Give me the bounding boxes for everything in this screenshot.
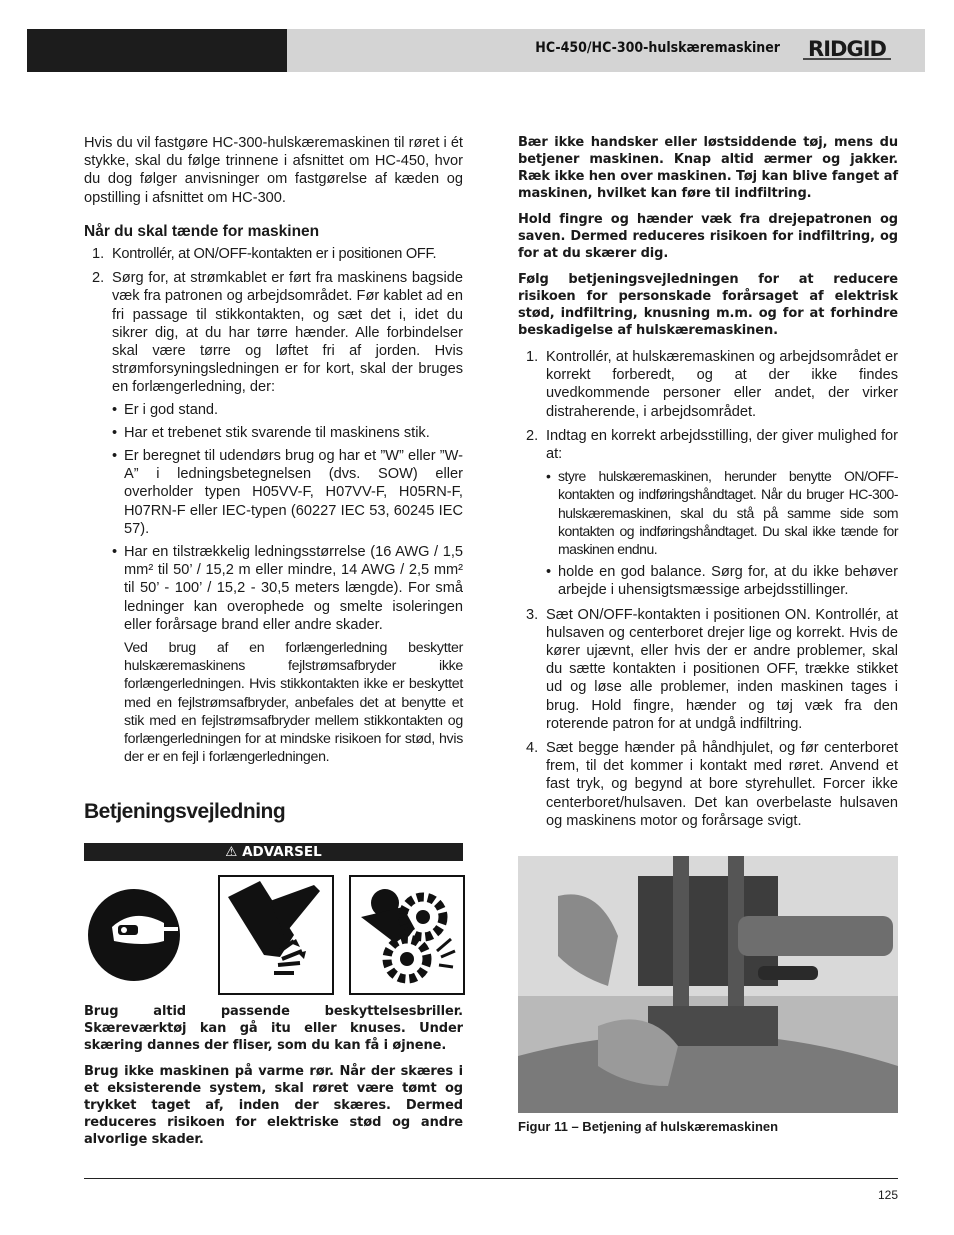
list-item: 4. Sæt begge hænder på håndhjulet, og før centerboret frem, til det kommer i kontakt med røret. Anvend et fast tryk, og begynd at bore styrehullet. Forcer ikke centerboret/hulsaven. Det kan overbelaste hulsaven og maskinens motor og forårsage svigt. <box>526 740 898 829</box>
extension-cord-requirements <box>112 401 463 767</box>
operation-steps <box>518 348 898 830</box>
right-column <box>518 134 898 836</box>
gfci-note: Ved brug af en forlængerledning beskytter hulskæremaskinens fejlstrømsafbryder ikke forlængerledningen. Hvis stikkontakten ikke er beskyttet med en fejlstrømsafbryder, anbefales det at benytte et stik med en fejlstrømsafbryder mellem stikkontakten og forlængerledningen for at mindske risikoen for stød, hvis der er en fejl i forlængerledningen. <box>124 640 463 766</box>
startup-steps <box>84 245 463 766</box>
figure-caption: Figur 11 – Betjening af hulskæremaskinen <box>518 1119 779 1134</box>
bullet-item: • holde en god balance. Sørg for, at du ikke behøver arbejde i uhensigtsmæssige arbejdsstillinger. <box>546 563 898 599</box>
safety-icons <box>84 875 463 993</box>
header-black-bar <box>27 29 287 72</box>
warning-text: Hold fingre og hænder væk fra drejepatronen og saven. Dermed reduceres risikoen for indfiltring, og for at du skærer dig. <box>518 212 898 261</box>
ridgid-logo <box>795 34 899 62</box>
footer-rule <box>84 1178 898 1179</box>
header-title: HC-450/HC-300-hulskæremaskiner <box>535 40 780 56</box>
warning-text: Bær ikke handsker eller løstsiddende tøj, mens du betjener maskinen. Knap altid ærmer og jakker. Ræk ikke hen over maskinen. Tøj kan blive fanget af maskinen, hvilket kan føre til indfiltring. <box>518 135 898 201</box>
warning-text: Brug ikke maskinen på varme rør. Når der skæres i et eksisterende system, skal røret være tømt og trykket taget af, inden der skæres. Dermed reduceres risikoen for elektriske stød og andre alvorlige skader. <box>84 1064 463 1147</box>
safety-glasses-icon <box>84 875 196 991</box>
bullet-item: • Er i god stand. <box>112 401 463 419</box>
warning-label: ADVARSEL <box>242 844 322 860</box>
figure-photo <box>518 856 898 1113</box>
list-item: 1. Kontrollér, at ON/OFF-kontakten er i positionen OFF. <box>92 246 437 263</box>
page-number: 125 <box>877 1188 898 1202</box>
warning-text: Brug altid passende beskyttelsesbriller. Skæreværktøj kan gå itu eller knuses. Under skæring dannes der fliser, som du kan få i øjnene. <box>84 1004 463 1053</box>
warning-banner <box>84 843 463 861</box>
section-heading: Betjeningsvejledning <box>84 800 286 823</box>
left-column <box>84 134 463 773</box>
bullet-item: • Har en tilstrækkelig ledningsstørrelse (16 AWG / 1,5 mm² til 50’ / 15,2 m eller mindre, 14 AWG / 2,5 mm² til 50’ - 100’ / 15,2 - 30,5 meters længde). For små ledninger kan overophede og smelte isoleringen eller forårsage brand eller andre skader. <box>112 543 463 634</box>
warning-triangle-icon: ⚠ <box>225 844 238 860</box>
intro-paragraph: Hvis du vil fastgøre HC-300-hulskæremaskinen til røret i ét stykke, skal du følge trinnene i afsnittet om HC-450, hvor du dog følger anvisninger om fastgørelse af kæden og opstilling i afsnittet om HC-300. <box>84 135 463 206</box>
list-item: 1. Kontrollér, at hulskæremaskinen og arbejdsområdet er korrekt forberedt, og at der ikke findes uvedkommende personer eller andet, der virker distraherende, i arbejdsområdet. <box>526 349 898 420</box>
bullet-item: • Er beregnet til udendørs brug og har et ”W” eller ”W-A” i ledningsbetegnelsen (dvs. SOW) eller overholder typen H05VV-F, H07VV-F, H05RN-F, H07RN-F eller IEC-typen (60227 IEC 53, 60245 IEC 57). <box>112 447 463 538</box>
subheading: Når du skal tænde for maskinen <box>84 222 320 240</box>
logo-text: RIDGID <box>808 37 886 61</box>
warning-text: Følg betjeningsvejledningen for at reducere risikoen for personskade forårsaget af elektrisk stød, indfiltring, knusning m.m. og for at forhindre beskadigelse af hulskæremaskinen. <box>518 272 898 338</box>
work-position-bullets <box>546 467 898 599</box>
cutting-hazard-icon <box>218 875 334 995</box>
entanglement-hazard-icon <box>349 875 465 995</box>
bullet-item: • styre hulskæremaskinen, herunder benytte ON/OFF-kontakten og indføringshåndtaget. Når du bruger HC-300-hulskæremaskinen, skal du stå på samme side som kontakten og indføringshåndtaget. Du skal ikke tænde for maskinen endnu. <box>546 467 898 558</box>
list-item: 2. Sørg for, at strømkablet er ført fra maskinens bagside væk fra patronen og arbejdsområdet. Før kablet ad en fri passage til stikkontakten, og sæt det i, idet du sikrer dig, at du har tørre hænder. Alle forbindelser skal være tørre og løftet fri af jorden. Hvis strømforsyningsledningen er for kort, skal der bruges en forlængerledning, der: • Er i god stand. • Har et trebenet stik svarende til maskinens stik. • Er beregnet til udendørs brug og har et ”W” eller ”W-A” i ledningsbetegnelsen (dvs. SOW) eller overholder typen H05VV-F, H07VV-F, H05RN-F, H07RN-F eller IEC-typen (60227 IEC 53, 60245 IEC 57). • Har en tilstrækkelig ledningsstørrelse (16 AWG / 1,5 mm² til 50’ / 15,2 m eller mindre, 14 AWG / 2,5 mm² til 50’ - 100’ / 15,2 - 30,5 meters længde). For små ledninger kan overophede og smelte isoleringen eller forårsage brand eller andre skader. Ved brug af en forlængerledning beskytter hulskæremaskinens fejlstrømsafbryder ikke forlængerledningen. Hvis stikkontakten ikke er beskyttet med en fejlstrømsafbryder, anbefales det at benytte et stik med en fejlstrømsafbryder mellem stikkontakten og forlængerledningen for at mindske risikoen for stød, hvis der er en fejl i forlængerledningen. <box>84 269 463 766</box>
left-warnings <box>84 1003 463 1157</box>
list-item: 2. Indtag en korrekt arbejdsstilling, der giver mulighed for at: • styre hulskæremaskinen, herunder benytte ON/OFF-kontakten og indføringshåndtaget. Når du bruger HC-300-hulskæremaskinen, skal du stå på samme side som kontakten og indføringshåndtaget. Du skal ikke tænde for maskinen endnu. • holde en god balance. Sørg for, at du ikke behøver arbejde i uhensigtsmæssige arbejdsstillinger. <box>518 427 898 600</box>
bullet-item: • Har et trebenet stik svarende til maskinens stik. <box>112 424 463 442</box>
list-item: 3. Sæt ON/OFF-kontakten i positionen ON. Kontrollér, at hulsaven og centerboret drejer lige og korrekt. Hvis de kører ujævnt, eller hvis der er andre problemer, skal du sætte kontakten i positionen OFF, trække stikket ud og løse alle problemer, inden maskinen tages i brug. Hold fingre, hænder og tøj væk fra den roterende patron for at undgå indfiltring. <box>526 606 898 732</box>
